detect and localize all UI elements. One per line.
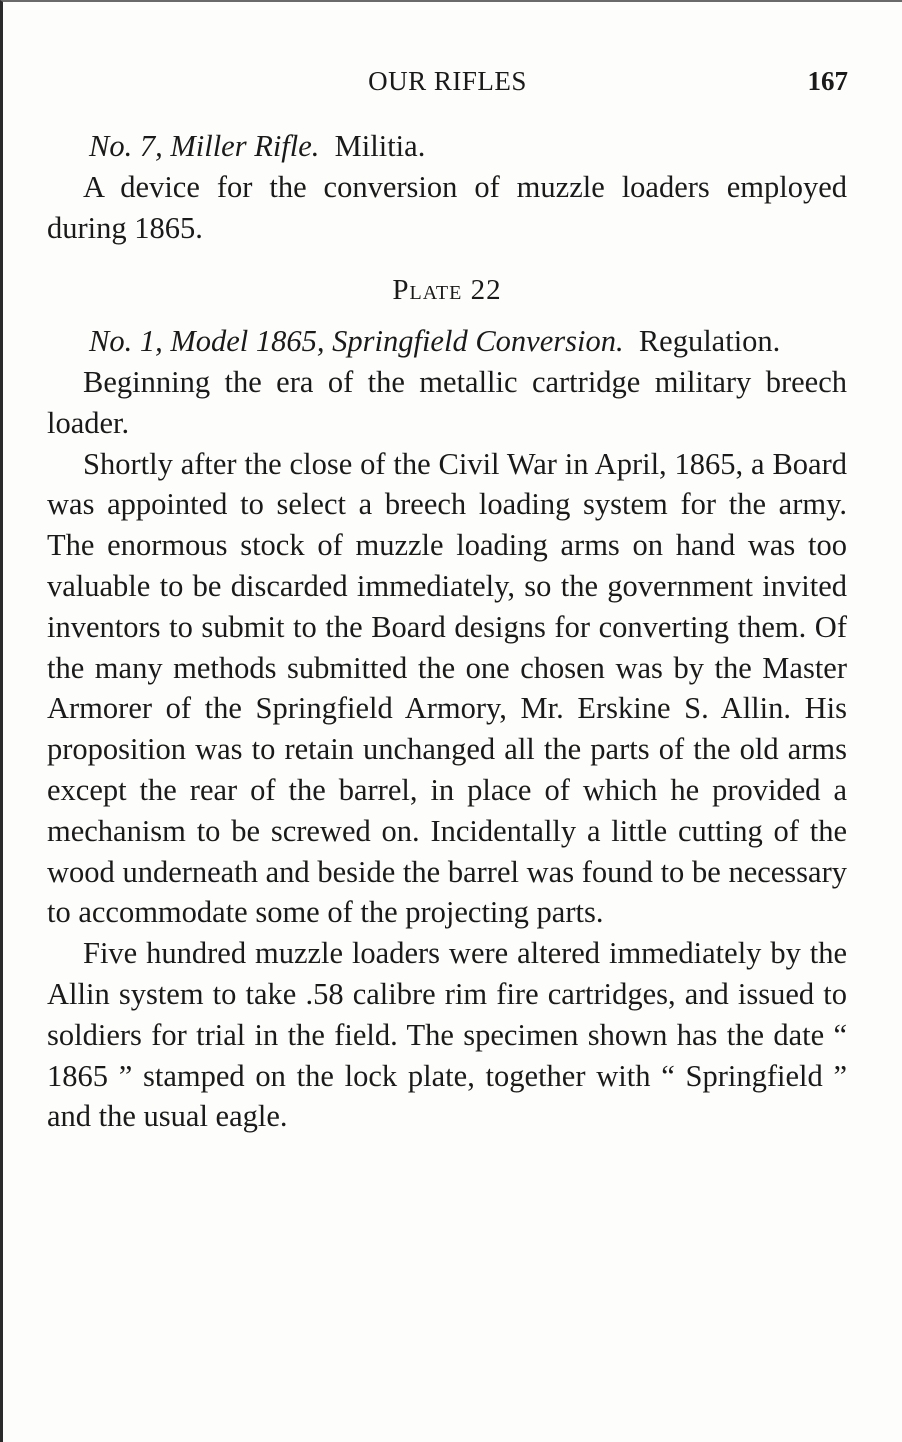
entry-springfield-heading [47, 321, 847, 362]
entry-springfield-type: Regulation. [638, 324, 781, 359]
entry-miller-text: A device for the conversion of muzzle loaders employed during 1865. [47, 169, 847, 245]
page-header [47, 66, 848, 102]
paragraph: Five hundred muzzle loaders were altered immediately by the Allin system to take .58 calibre rim fire cartridges, and issued to soldiers for trial in the field. The specimen shown has the date “ 1865 ” stamped on the lock plate, together with “ Springfield ” and the usual eagle. [47, 936, 847, 1134]
entry-miller-title: No. 7, Miller Rifle. [89, 129, 320, 163]
plate-label: Plate [392, 274, 463, 307]
plate-heading [47, 270, 847, 311]
paragraph: Shortly after the close of the Civil War in April, 1865, a Board was appointed to select a breech loading system for the army. The enormous stock of muzzle loading arms on hand was too valuable to be discarded immediately, so the government invited inventors to submit to the Board designs for converting them. Of the many methods submitted the one chosen was by the Master Armorer of the Springfield Armory, Mr. Erskine S. Allin. His proposition was to retain unchanged all the parts of the old arms except the rear of the barrel, in place of which he provided a mechanism to be screwed on. Incidentally a little cutting of the wood underneath and beside the barrel was found to be necessary to accommodate some of the projecting parts. [47, 446, 847, 930]
entry-miller-type: Militia. [334, 129, 426, 163]
entry-springfield-title: No. 1, Model 1865, Springfield Conversion. [89, 324, 624, 359]
page-number: 167 [807, 66, 848, 96]
page-body [47, 126, 847, 1137]
plate-number: 22 [470, 274, 502, 307]
entry-miller-heading [47, 126, 847, 167]
running-title: OUR RIFLES [368, 66, 527, 96]
paragraph: Beginning the era of the metallic cartridge military breech loader. [47, 364, 847, 440]
